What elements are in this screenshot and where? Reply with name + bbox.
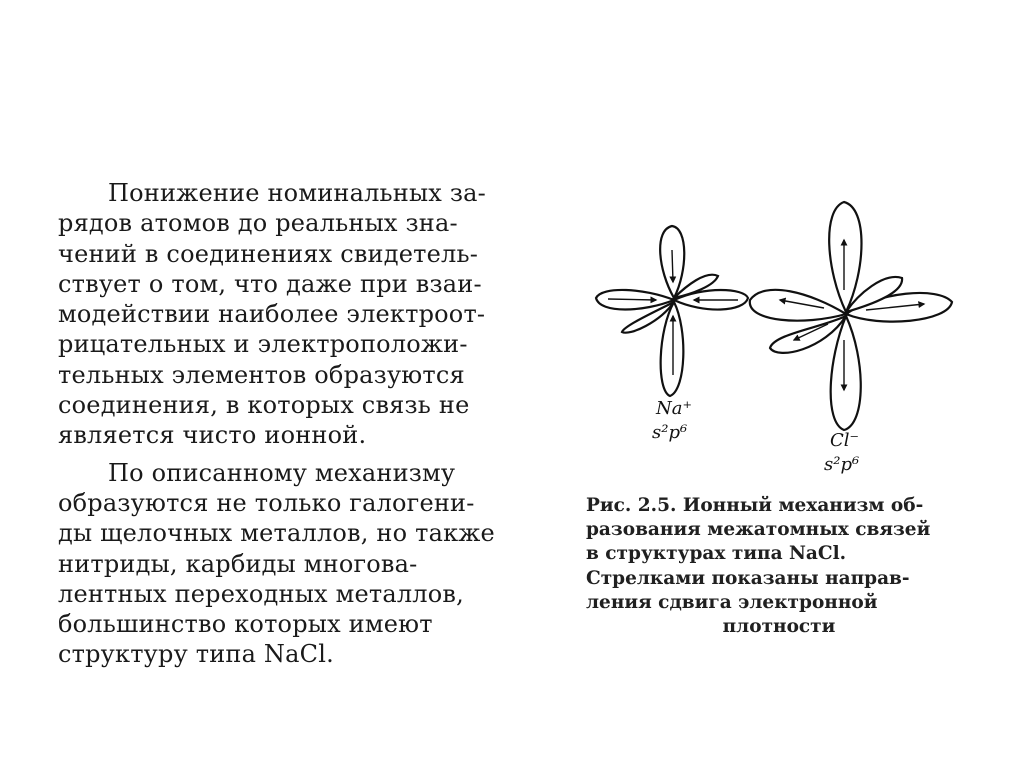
text-line: рядов атомов до реальных зна-: [58, 209, 458, 238]
cl-electron-config: s²p⁶: [824, 454, 860, 475]
na-ion-label: Na⁺: [656, 398, 692, 419]
text-line: ды щелочных металлов, но также: [58, 519, 495, 548]
orbital-figure: [584, 190, 972, 480]
paragraph-1: [58, 178, 544, 451]
text-line: тельных элементов образуются: [58, 360, 465, 389]
caption-line: плотности: [722, 616, 836, 638]
paragraph-2: [58, 458, 544, 670]
text-line: модействии наиболее электроот-: [58, 300, 486, 329]
figure-caption: [586, 494, 972, 639]
text-line: является чисто ионной.: [58, 421, 367, 450]
na-electron-config: s²p⁶: [652, 422, 688, 443]
text-line: нитриды, карбиды многова-: [58, 549, 418, 578]
cl-lobe-left: [750, 290, 846, 321]
text-line: образуются не только галогени-: [58, 488, 475, 517]
orbital-diagram: [584, 190, 972, 480]
text-line: рицательных и электроположи-: [58, 330, 468, 359]
text-line: соединения, в которых связь не: [58, 391, 470, 420]
caption-line: ления сдвига электронной: [586, 591, 878, 613]
main-text-block: [58, 178, 544, 670]
caption-line: в структурах типа NaCl.: [586, 543, 847, 565]
text-line: По описанному механизму: [108, 458, 456, 487]
text-line: большинство которых имеют: [58, 610, 433, 639]
text-line: лентных переходных металлов,: [58, 579, 464, 608]
cl-lobe-up: [829, 202, 861, 312]
caption-line: Рис. 2.5. Ионный механизм об-: [586, 495, 924, 516]
caption-line: Стрелками показаны направ-: [586, 567, 910, 589]
text-line: Понижение номинальных за-: [108, 179, 486, 207]
caption-line: разования межатомных связей: [586, 519, 931, 541]
cl-lobe-down: [831, 316, 861, 430]
text-line: структуру типа NaCl.: [58, 640, 334, 669]
text-line: ствует о том, что даже при взаи-: [58, 269, 482, 298]
cl-ion-label: Cl⁻: [830, 430, 860, 451]
cl-orbitals: [750, 202, 952, 430]
na-lobe-down: [661, 302, 684, 396]
text-line: чений в соединениях свидетель-: [58, 239, 479, 268]
